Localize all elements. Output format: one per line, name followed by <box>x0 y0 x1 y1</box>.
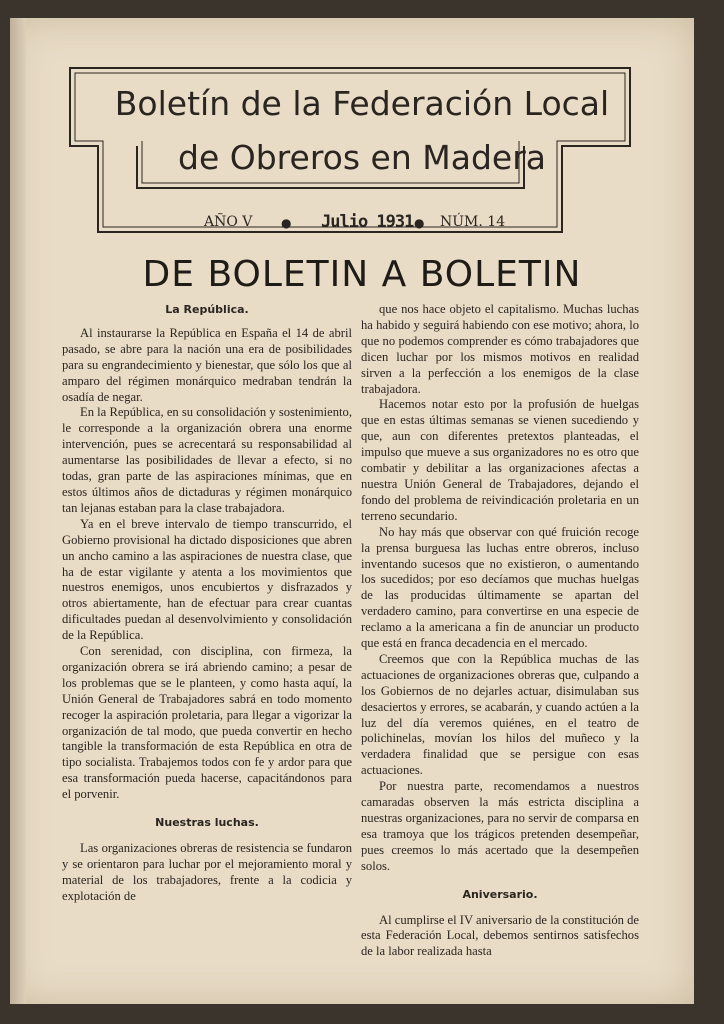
paragraph: Por nuestra parte, recomendamos a nuestros camaradas observen la más estricta disciplina a nuestras organizaciones, para no servir de comparsa en esa tramoya que los trágicos pretenden desempeñar, pues creemos lo más acertado que la desempeñen solos. <box>361 779 639 873</box>
paragraph: que nos hace objeto el capitalismo. Muchas luchas ha habido y seguirá habiendo con ese motivo; ahora, lo que no podemos comprender es cómo trabajadores que dicen luchar por los mismos motivos en realidad sirven a la perfección a los enemigos de la clase trabajadora. <box>361 302 639 396</box>
masthead-title-line1: Boletín de la Federación Local <box>114 84 610 123</box>
paragraph: Hacemos notar esto por la profusión de huelgas que en estas últimas semanas se vienen sucediendo y que, aun con diferentes pretextos planteadas, el impulso que mueve a sus organizadores no es otro que combatir y debilitar a las organizaciones afectas a nuestra Unión General de Trabajadores, dejando el fondo del problema de reivindicación proletaria en un terreno secundario. <box>361 397 639 523</box>
section-heading-republica: La República. <box>165 303 249 316</box>
paragraph: Ya en el breve intervalo de tiempo transcurrido, el Gobierno provisional ha dictado disposiciones que abren un ancho camino a las aspiraciones de nuestra clase, que ha de estar vigilante y atenta a los movimientos que nuestros enemigos, unos encubiertos y disfrazados y otros abiertamente, han de efectuar para crear cuantas dificultades puedan al desenvolvimiento y consolidación de la República. <box>62 516 352 643</box>
left-column <box>62 302 352 905</box>
paragraph: No hay más que observar con qué fruición recoge la prensa burguesa las luchas entre obreros, incluso inventando sucesos que no existieron, o aumentando los sucedidos; por eso decíamos que muchas huelgas de las producidas últimamente se apartan del verdadero camino, para convertirse en una especie de reclamo a la americana a fin de anunciar un producto que está en franca decadencia en el mercado. <box>361 524 639 651</box>
section-heading-luchas: Nuestras luchas. <box>155 816 259 830</box>
main-headline: DE BOLETIN A BOLETIN <box>142 254 582 295</box>
masthead-title-line2: de Obreros en Madera <box>178 138 546 177</box>
issue-year: AÑO V <box>204 214 253 230</box>
paragraph: Al cumplirse el IV aniversario de la constitución de esta Federación Local, debemos sentirnos satisfechos de la labor realizada hasta <box>361 912 639 959</box>
separator-dot-icon: ● <box>414 216 425 230</box>
separator-dot-icon: ● <box>281 216 292 230</box>
paragraph: Creemos que con la República muchas de las actuaciones de organizaciones obreras que, culpando a los Gobiernos de no dejarles actuar, disimulaban sus desaciertos y errores, se acabarán, y cuando actúen a la luz del día veremos quiénes, en el teatro de polichinelas, movían los hilos del muñeco y la verdadera finalidad que se persigue con esas actuaciones. <box>361 651 639 778</box>
issue-number: NÚM. 14 <box>440 214 506 230</box>
paragraph: Con serenidad, con disciplina, con firmeza, la organización obrera se irá abriendo camino; a pesar de los problemas que se le planteen, y como hasta aquí, la Unión General de Trabajadores sabrá en todo momento recoger la aspiración proletaria, para llegar a vigorizar la organización de tal modo, que pueda convertir en hecho tangible la transformación de esta República en otra de tipo socialista. Trabajemos todos con fe y ardor para que esa transformación pueda hacerse, capacitándonos para el porvenir. <box>62 644 352 802</box>
issue-date: Julio 1931 <box>321 212 414 232</box>
paragraph: Las organizaciones obreras de resistencia se fundaron y se orientaron para luchar por el mejoramiento moral y material de los trabajadores, frente a la codicia y explotación de <box>62 841 352 903</box>
section-heading-aniversario: Aniversario. <box>462 887 538 901</box>
right-column <box>361 302 639 960</box>
paragraph: En la República, en su consolidación y sostenimiento, le corresponde a la organización obrera una enorme intervención, pues se acrecentará su responsabilidad al aumentarse las posibilidades de llevar a efecto, si no todas, gran parte de las aspiraciones mínimas, que en estos últimos años de dictaduras y régimen monárquico tan lejanas estaban para la clase trabajadora. <box>62 405 352 515</box>
paragraph: Al instaurarse la República en España el 14 de abril pasado, se abre para la nación una era de posibilidades para su engrandecimiento y bienestar, que sólo los que al amparo del régimen monárquico medraban tendrán la osadía de negar. <box>62 325 352 404</box>
